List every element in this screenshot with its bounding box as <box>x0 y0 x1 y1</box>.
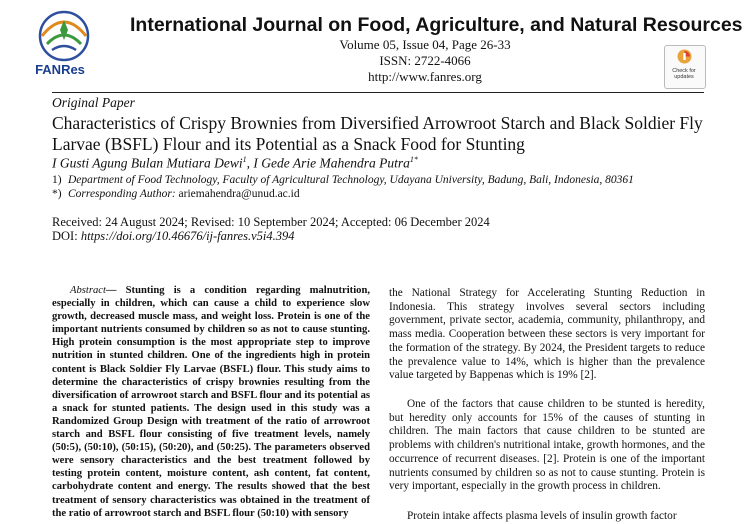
corresponding-marker: *) <box>52 188 62 200</box>
logo-text: FANRes <box>35 62 85 77</box>
authors-line <box>52 155 418 172</box>
affiliation-number: 1) <box>52 174 62 186</box>
paper-type: Original Paper <box>52 95 135 110</box>
author-1: I Gusti Agung Bulan Mutiara Dewi <box>52 155 243 171</box>
check-updates-label <box>664 68 704 80</box>
corresponding-email-link[interactable]: ariemahendra@unud.ac.id <box>178 188 300 200</box>
abstract-text: — Stunting is a condition regarding malnutrition, especially in children, which can cause a child to experience slow growth, decreased muscle mass, and weight loss. Protein is one of the important nutrients consumed by children so as not to cause stunting. High protein consumption is the most appropriate step to improve nutrition in stunted children. One of the ingredients high in protein content is Black Soldier Fly Larvae (BSFL) flour. This study aims to determine the characteristics of crispy brownies resulting from the diversification of arrowroot starch and BSFL flour and its potential as a snack for stunted patients. The design used in this study was a Randomized Group Design with treatment of the ratio of arrowroot starch and BSFL flour consisting of five treatment levels, namely (50:5), (50:10), (50:15), (50:20), and (50:25). The parameters observed were sensory characteristics and the best treatment followed by testing protein content, moisture content, ash content, fat content, carbohydrate content and energy. The results showed that the best treatment of sensory characteristics was obtained in the treatment of the ratio of arrowroot starch and BSFL flour (50:10) with sensory <box>52 285 370 519</box>
affiliation <box>52 174 634 186</box>
article-dates: Received: 24 August 2024; Revised: 10 September 2024; Accepted: 06 December 2024 <box>52 215 490 229</box>
abstract-label: Abstract <box>70 285 106 296</box>
body-paragraph-3: Protein intake affects plasma levels of insulin growth factor <box>407 510 677 522</box>
doi-line <box>52 229 294 244</box>
abstract <box>52 284 370 520</box>
header-divider <box>52 92 704 93</box>
body-paragraph-2: One of the factors that cause children to be stunted is heredity, but heredity only accounts for 15% of the causes of stunting in children. The main factors that cause children to be stunted are problems with children's nutritional intake, growth hormones, and the occurrence of recurrent diseases. [2]. Protein is one of the important nutrients consumed by children so as not to cause stunting. Protein is very important, especially in the growth process in children. <box>389 398 705 493</box>
paper-title: Characteristics of Crispy Brownies from Diversified Arrowroot Starch and Black Soldier Fly Larvae (BSFL) Flour and its Potential as a Snack Food for Stunting <box>52 113 703 154</box>
journal-url-link[interactable]: http://www.fanres.org <box>368 69 482 84</box>
author-2: I Gede Arie Mahendra Putra <box>253 155 410 171</box>
affiliation-text: Department of Food Technology, Faculty of Agricultural Technology, Udayana University, Badung, Bali, Indonesia, 80361 <box>68 174 634 186</box>
issn-line: ISSN: 2722-4066 <box>379 53 471 68</box>
author-1-affil: 1 <box>242 155 247 164</box>
corresponding-author <box>52 188 300 200</box>
badge-line-1: Check for <box>672 68 696 74</box>
check-updates-icon <box>677 49 692 64</box>
doi-link[interactable]: https://doi.org/10.46676/ij-fanres.v5i4.394 <box>80 229 295 243</box>
badge-line-2: updates <box>674 74 694 80</box>
journal-title: International Journal on Food, Agriculture, and Natural Resources <box>130 14 743 36</box>
author-separator: , <box>246 155 254 171</box>
author-2-affil: 1* <box>409 155 418 164</box>
body-paragraph-1: the National Strategy for Accelerating Stunting Reduction in Indonesia. This strategy involves several sectors including government, private sector, academia, community, philanthropy, and mass media. Cooperation between these sectors is very important for the formation of the strategy. By 2024, the President targets to reduce the prevalence value to 14%, which is higher than the prevalence value targeted by Bappenas which is 19% [2]. <box>389 287 705 382</box>
volume-line: Volume 05, Issue 04, Page 26-33 <box>339 37 511 52</box>
doi-label: DOI: <box>52 229 81 243</box>
corresponding-label: Corresponding Author: <box>68 188 179 200</box>
